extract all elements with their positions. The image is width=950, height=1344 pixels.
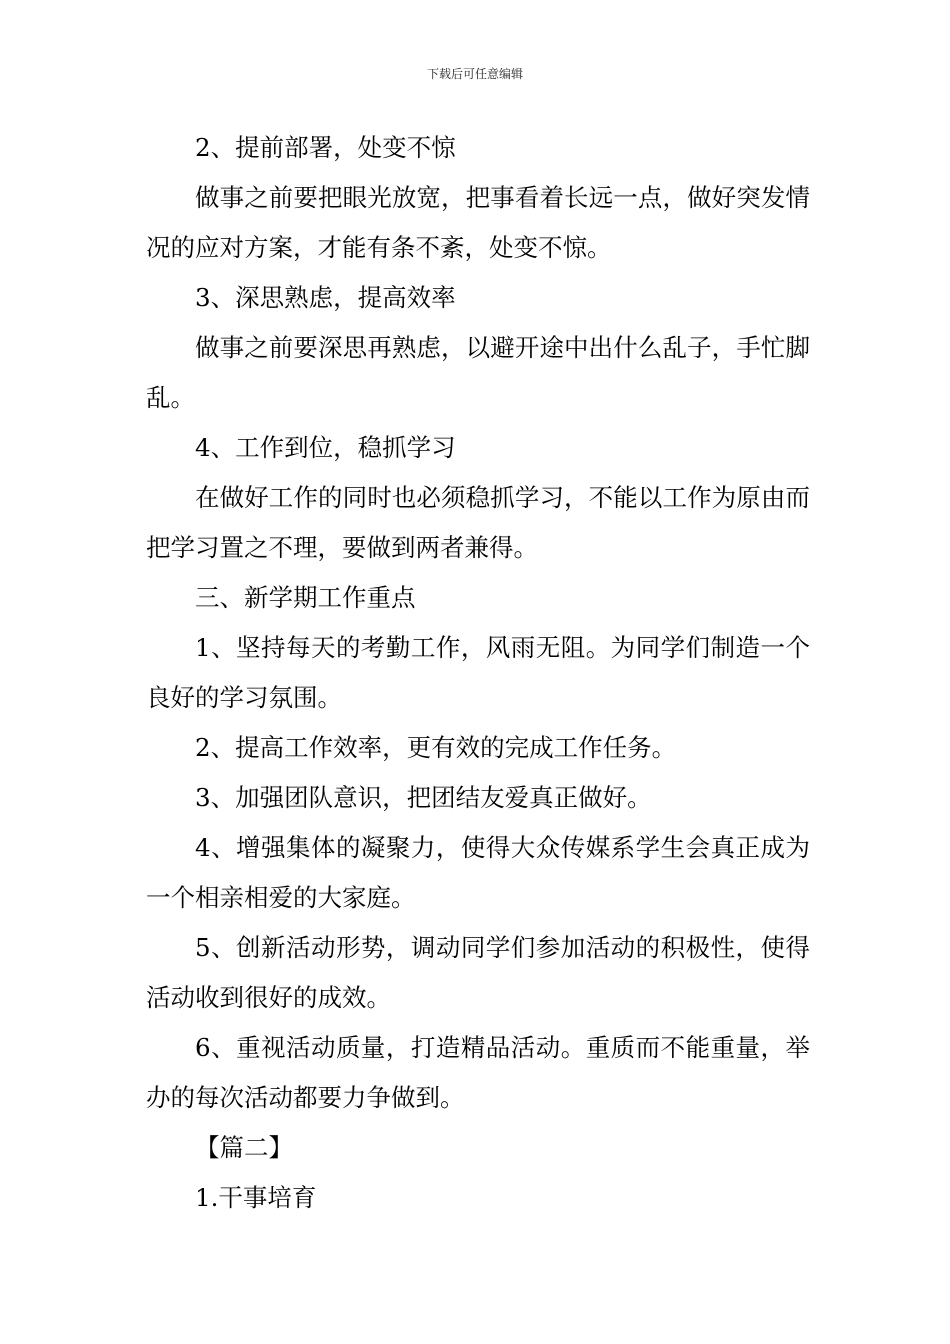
document-body xyxy=(146,123,810,1223)
section-heading: 3、深思熟虑，提高效率 xyxy=(195,283,456,312)
list-item: 1、坚持每天的考勤工作，风雨无阻。为同学们制造一个良好的学习氛围。 xyxy=(146,633,810,712)
body-paragraph: 做事之前要把眼光放宽，把事看着长远一点，做好突发情况的应对方案，才能有条不紊，处变不惊。 xyxy=(146,183,810,262)
section-heading: 4、工作到位，稳抓学习 xyxy=(195,433,456,462)
body-paragraph: 做事之前要深思再熟虑，以避开途中出什么乱子，手忙脚乱。 xyxy=(146,333,810,412)
list-item: 4、增强集体的凝聚力，使得大众传媒系学生会真正成为一个相亲相爱的大家庭。 xyxy=(146,833,810,912)
section-heading: 1.干事培育 xyxy=(195,1183,317,1212)
section-heading: 2、提前部署，处变不惊 xyxy=(195,133,456,162)
section-heading: 三、新学期工作重点 xyxy=(195,583,416,612)
list-item: 3、加强团队意识，把团结友爱真正做好。 xyxy=(195,783,652,812)
page-header: 下载后可任意编辑 xyxy=(426,67,523,81)
section-heading: 【篇二】 xyxy=(195,1133,293,1162)
list-item: 2、提高工作效率，更有效的完成工作任务。 xyxy=(195,733,677,762)
body-paragraph: 在做好工作的同时也必须稳抓学习，不能以工作为原由而把学习置之不理，要做到两者兼得。 xyxy=(146,483,810,562)
list-item: 6、重视活动质量，打造精品活动。重质而不能重量，举办的每次活动都要力争做到。 xyxy=(146,1033,810,1112)
list-item: 5、创新活动形势，调动同学们参加活动的积极性，使得活动收到很好的成效。 xyxy=(146,933,810,1012)
